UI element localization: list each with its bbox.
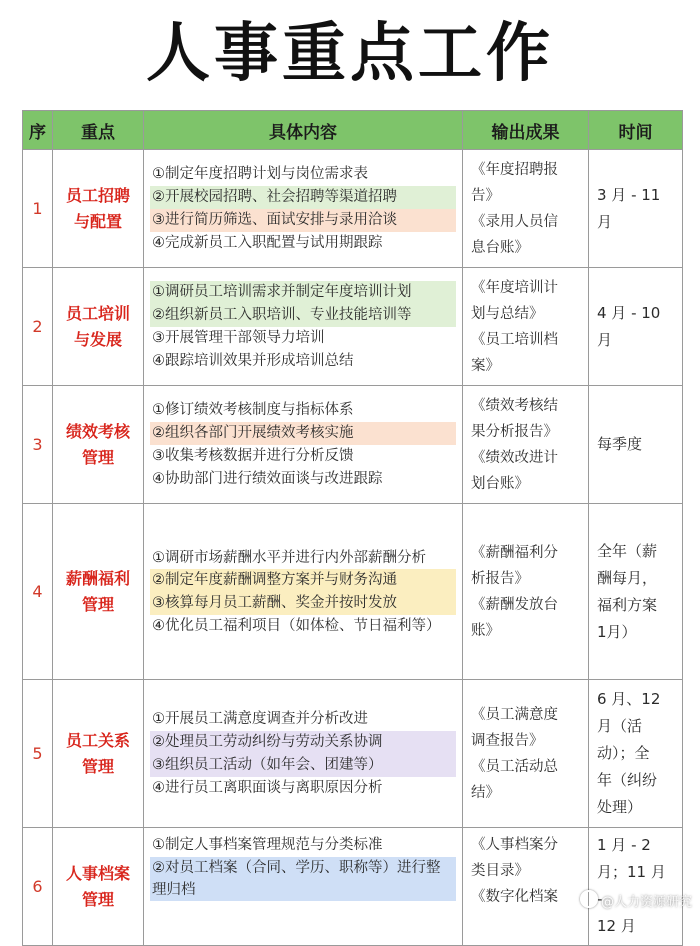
row-time xyxy=(589,680,683,828)
table-row xyxy=(23,680,683,828)
time-line: 月 xyxy=(597,330,613,349)
header-content: 具体内容 xyxy=(144,111,463,150)
row-focus xyxy=(53,828,144,946)
row-output xyxy=(463,150,589,268)
time-line: 1月） xyxy=(597,622,637,641)
output-line: 《录用人员信 xyxy=(471,213,558,230)
output-line: 《员工满意度 xyxy=(471,706,558,723)
row-number: 6 xyxy=(23,828,53,946)
time-line: 月（活 xyxy=(597,717,643,735)
weibo-logo-icon xyxy=(580,890,598,908)
content-item: ③组织员工活动（如年会、团建等） xyxy=(150,754,456,777)
time-line: 4 月 - 10 xyxy=(597,303,661,322)
table-row xyxy=(23,504,683,680)
output-line: 《薪酬发放台 xyxy=(471,596,558,613)
content-item: ②制定年度薪酬调整方案并与财务沟通 xyxy=(150,569,456,592)
table-row xyxy=(23,828,683,946)
focus-line: 人事档案 xyxy=(65,863,130,883)
table-row xyxy=(23,386,683,504)
output-line: 《薪酬福利分 xyxy=(471,544,558,561)
focus-line: 管理 xyxy=(81,447,114,467)
output-line: 《绩效改进计 xyxy=(471,449,558,466)
header-no: 序 xyxy=(23,111,53,150)
time-line: 酬每月， xyxy=(597,568,658,587)
output-line: 案》 xyxy=(471,357,500,374)
row-output xyxy=(463,680,589,828)
content-item: ②对员工档案（合同、学历、职称等）进行整理归档 xyxy=(150,857,456,901)
row-number: 2 xyxy=(23,268,53,386)
time-line: 处理） xyxy=(597,798,643,816)
row-number: 5 xyxy=(23,680,53,828)
output-line: 析报告》 xyxy=(471,570,529,587)
time-line: 1 月 - 2 xyxy=(597,836,651,854)
header-focus: 重点 xyxy=(53,111,144,150)
row-output xyxy=(463,386,589,504)
row-content xyxy=(144,386,463,504)
row-content xyxy=(144,150,463,268)
content-item: ④进行员工离职面谈与离职原因分析 xyxy=(152,779,383,796)
time-line: 6 月、12 xyxy=(597,690,661,708)
focus-line: 管理 xyxy=(81,889,114,909)
header-output: 输出成果 xyxy=(463,111,589,150)
output-line: 结》 xyxy=(471,784,500,801)
header-time: 时间 xyxy=(589,111,683,150)
content-item: ③核算每月员工薪酬、奖金并按时发放 xyxy=(150,592,456,615)
row-content xyxy=(144,828,463,946)
time-line: 全年（薪 xyxy=(597,541,658,560)
row-output xyxy=(463,828,589,946)
focus-line: 薪酬福利 xyxy=(65,568,130,588)
time-line: 月 xyxy=(597,212,613,231)
table-header-row xyxy=(23,111,683,150)
time-line: 年（纠纷 xyxy=(597,771,658,789)
row-number: 3 xyxy=(23,386,53,504)
table-row xyxy=(23,268,683,386)
row-time xyxy=(589,504,683,680)
focus-line: 员工招聘 xyxy=(65,185,130,205)
content-item: ①开展员工满意度调查并分析改进 xyxy=(152,710,368,727)
row-time xyxy=(589,828,683,946)
row-output xyxy=(463,268,589,386)
content-item: ①制定年度招聘计划与岗位需求表 xyxy=(152,165,368,182)
row-focus xyxy=(53,150,144,268)
time-line: 12 月 xyxy=(597,917,636,935)
focus-line: 管理 xyxy=(81,756,114,776)
output-line: 划与总结》 xyxy=(471,305,544,322)
content-item: ②组织各部门开展绩效考核实施 xyxy=(150,422,456,445)
focus-line: 员工培训 xyxy=(65,303,130,323)
content-item: ③收集考核数据并进行分析反馈 xyxy=(152,447,354,464)
time-line: 每季度 xyxy=(597,435,643,453)
time-line: 月；11 月 - xyxy=(597,863,666,908)
focus-line: 员工关系 xyxy=(65,730,130,750)
content-item: ①调研市场薪酬水平并进行内外部薪酬分析 xyxy=(152,549,426,566)
output-line: 《年度培训计 xyxy=(471,279,558,296)
focus-line: 与发展 xyxy=(73,329,122,349)
output-line: 告》 xyxy=(471,187,500,204)
content-item: ④协助部门进行绩效面谈与改进跟踪 xyxy=(152,470,383,487)
content-item: ①制定人事档案管理规范与分类标准 xyxy=(152,837,383,853)
output-line: 调查报告》 xyxy=(471,732,544,749)
content-item: ④优化员工福利项目（如体检、节日福利等） xyxy=(152,617,441,634)
time-line: 福利方案 xyxy=(597,595,658,614)
content-item: ②开展校园招聘、社会招聘等渠道招聘 xyxy=(150,186,456,209)
time-line: 动）；全 xyxy=(597,744,650,762)
row-focus xyxy=(53,386,144,504)
content-item: ④跟踪培训效果并形成培训总结 xyxy=(152,352,354,369)
page-title: 人事重点工作 xyxy=(146,17,554,91)
table-row xyxy=(23,150,683,268)
hr-work-table xyxy=(22,110,683,946)
row-number: 1 xyxy=(23,150,53,268)
output-line: 《绩效考核结 xyxy=(471,397,558,414)
content-item: ③开展管理干部领导力培训 xyxy=(152,329,325,346)
focus-line: 绩效考核 xyxy=(65,421,130,441)
output-line: 果分析报告》 xyxy=(471,423,558,440)
row-output xyxy=(463,504,589,680)
focus-line: 与配置 xyxy=(73,211,122,231)
focus-line: 管理 xyxy=(81,594,114,614)
output-line: 《年度招聘报 xyxy=(471,161,558,178)
watermark-text: @人力资源研究 xyxy=(600,895,692,910)
row-number: 4 xyxy=(23,504,53,680)
output-line: 划台账》 xyxy=(471,475,529,492)
row-time xyxy=(589,150,683,268)
content-item: ②组织新员工入职培训、专业技能培训等 xyxy=(150,304,456,327)
row-content xyxy=(144,268,463,386)
output-line: 《人事档案分 xyxy=(471,837,558,853)
output-line: 《员工活动总 xyxy=(471,758,558,775)
row-time xyxy=(589,268,683,386)
content-item: ④完成新员工入职配置与试用期跟踪 xyxy=(152,234,383,251)
row-focus xyxy=(53,268,144,386)
output-line: 《员工培训档 xyxy=(471,331,558,348)
content-item: ③进行简历筛选、面试安排与录用洽谈 xyxy=(150,209,456,232)
watermark xyxy=(580,890,692,910)
output-line: 账》 xyxy=(471,622,500,639)
row-focus xyxy=(53,504,144,680)
content-item: ①修订绩效考核制度与指标体系 xyxy=(152,401,354,418)
output-line: 息台账》 xyxy=(471,239,529,256)
row-content xyxy=(144,504,463,680)
output-line: 《数字化档案 xyxy=(471,889,558,905)
row-time xyxy=(589,386,683,504)
row-content xyxy=(144,680,463,828)
content-item: ②处理员工劳动纠纷与劳动关系协调 xyxy=(150,731,456,754)
content-item: ①调研员工培训需求并制定年度培训计划 xyxy=(150,281,456,304)
row-focus xyxy=(53,680,144,828)
time-line: 3 月 - 11 xyxy=(597,185,661,204)
output-line: 类目录》 xyxy=(471,863,529,879)
